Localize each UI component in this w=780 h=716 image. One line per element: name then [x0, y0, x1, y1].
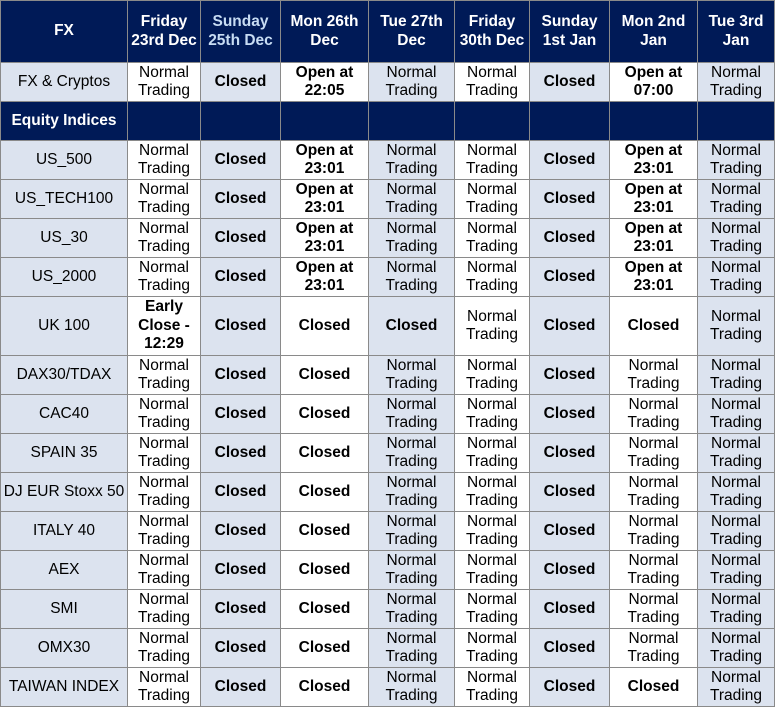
status-cell: Closed — [281, 629, 369, 668]
status-cell: Normal Trading — [128, 395, 201, 434]
status-cell: Normal Trading — [369, 219, 455, 258]
market-name-cell: FX & Cryptos — [1, 63, 128, 102]
section-cell — [698, 102, 775, 141]
status-cell: Normal Trading — [455, 590, 530, 629]
status-cell: Open at 23:01 — [281, 180, 369, 219]
status-cell: Closed — [201, 590, 281, 629]
status-cell: Normal Trading — [128, 258, 201, 297]
section-cell — [530, 102, 610, 141]
status-cell: Closed — [530, 629, 610, 668]
status-cell: Closed — [201, 219, 281, 258]
status-cell: Normal Trading — [128, 590, 201, 629]
status-cell: Closed — [201, 258, 281, 297]
column-header-date: Friday 30th Dec — [455, 1, 530, 63]
table-row — [1, 63, 775, 102]
status-cell: Normal Trading — [698, 590, 775, 629]
status-cell: Closed — [610, 297, 698, 356]
market-name-cell: US_2000 — [1, 258, 128, 297]
status-cell: Normal Trading — [455, 668, 530, 707]
status-cell: Normal Trading — [128, 356, 201, 395]
status-cell: Open at 07:00 — [610, 63, 698, 102]
status-cell: Closed — [530, 63, 610, 102]
status-cell: Closed — [530, 258, 610, 297]
market-name-cell: CAC40 — [1, 395, 128, 434]
market-name-cell: OMX30 — [1, 629, 128, 668]
status-cell: Closed — [201, 141, 281, 180]
status-cell: Closed — [281, 668, 369, 707]
market-name-cell: ITALY 40 — [1, 512, 128, 551]
status-cell: Closed — [530, 512, 610, 551]
status-cell: Normal Trading — [698, 434, 775, 473]
status-cell: Normal Trading — [698, 219, 775, 258]
status-cell: Normal Trading — [455, 395, 530, 434]
status-cell: Normal Trading — [455, 63, 530, 102]
status-cell: Normal Trading — [455, 180, 530, 219]
status-cell: Normal Trading — [369, 590, 455, 629]
status-cell: Normal Trading — [610, 434, 698, 473]
table-row — [1, 219, 775, 258]
status-cell: Closed — [281, 551, 369, 590]
header-row — [1, 1, 775, 63]
status-cell: Closed — [281, 356, 369, 395]
column-header-date: Mon 2nd Jan — [610, 1, 698, 63]
status-cell: Normal Trading — [128, 63, 201, 102]
market-name-cell: SMI — [1, 590, 128, 629]
status-cell: Normal Trading — [369, 512, 455, 551]
status-cell: Normal Trading — [128, 629, 201, 668]
status-cell: Closed — [530, 551, 610, 590]
status-cell: Closed — [530, 473, 610, 512]
status-cell: Closed — [530, 668, 610, 707]
status-cell: Closed — [530, 434, 610, 473]
status-cell: Closed — [530, 356, 610, 395]
status-cell: Normal Trading — [698, 180, 775, 219]
status-cell: Closed — [281, 395, 369, 434]
status-cell: Normal Trading — [455, 258, 530, 297]
status-cell: Normal Trading — [369, 395, 455, 434]
status-cell: Closed — [530, 180, 610, 219]
market-name-cell: UK 100 — [1, 297, 128, 356]
status-cell: Normal Trading — [698, 356, 775, 395]
section-label: Equity Indices — [1, 102, 128, 141]
status-cell: Closed — [530, 395, 610, 434]
status-cell: Closed — [201, 63, 281, 102]
status-cell: Normal Trading — [369, 180, 455, 219]
column-header-date: Tue 27th Dec — [369, 1, 455, 63]
status-cell: Closed — [281, 434, 369, 473]
section-cell — [201, 102, 281, 141]
status-cell: Closed — [201, 434, 281, 473]
status-cell: Normal Trading — [698, 668, 775, 707]
market-name-cell: DJ EUR Stoxx 50 — [1, 473, 128, 512]
status-cell: Closed — [201, 395, 281, 434]
status-cell: Normal Trading — [128, 219, 201, 258]
status-cell: Closed — [201, 629, 281, 668]
status-cell: Normal Trading — [455, 512, 530, 551]
status-cell: Normal Trading — [698, 395, 775, 434]
status-cell: Normal Trading — [128, 141, 201, 180]
status-cell: Normal Trading — [369, 551, 455, 590]
status-cell: Normal Trading — [698, 551, 775, 590]
table-row — [1, 180, 775, 219]
status-cell: Normal Trading — [455, 356, 530, 395]
market-name-cell: TAIWAN INDEX — [1, 668, 128, 707]
status-cell: Normal Trading — [455, 473, 530, 512]
table-body — [1, 63, 775, 707]
section-cell — [369, 102, 455, 141]
status-cell: Open at 23:01 — [281, 141, 369, 180]
status-cell: Normal Trading — [610, 395, 698, 434]
status-cell: Normal Trading — [369, 356, 455, 395]
status-cell: Closed — [201, 297, 281, 356]
table-row — [1, 258, 775, 297]
status-cell: Closed — [201, 668, 281, 707]
table-row — [1, 590, 775, 629]
status-cell: Normal Trading — [698, 141, 775, 180]
status-cell: Open at 23:01 — [281, 219, 369, 258]
market-name-cell: US_500 — [1, 141, 128, 180]
section-cell — [281, 102, 369, 141]
table-row — [1, 473, 775, 512]
status-cell: Normal Trading — [369, 473, 455, 512]
column-header-date: Mon 26th Dec — [281, 1, 369, 63]
status-cell: Normal Trading — [610, 473, 698, 512]
table-row — [1, 434, 775, 473]
status-cell: Normal Trading — [369, 258, 455, 297]
table-row — [1, 395, 775, 434]
status-cell: Normal Trading — [698, 258, 775, 297]
status-cell: Normal Trading — [610, 551, 698, 590]
section-cell — [455, 102, 530, 141]
table-row — [1, 297, 775, 356]
status-cell: Closed — [201, 356, 281, 395]
status-cell: Normal Trading — [610, 356, 698, 395]
status-cell: Closed — [281, 512, 369, 551]
status-cell: Normal Trading — [610, 512, 698, 551]
market-name-cell: AEX — [1, 551, 128, 590]
status-cell: Normal Trading — [128, 473, 201, 512]
status-cell: Normal Trading — [455, 219, 530, 258]
status-cell: Closed — [201, 180, 281, 219]
status-cell: Open at 23:01 — [610, 258, 698, 297]
status-cell: Normal Trading — [128, 512, 201, 551]
status-cell: Normal Trading — [369, 434, 455, 473]
market-name-cell: DAX30/TDAX — [1, 356, 128, 395]
status-cell: Normal Trading — [455, 551, 530, 590]
status-cell: Normal Trading — [369, 668, 455, 707]
status-cell: Closed — [530, 590, 610, 629]
table-row — [1, 551, 775, 590]
status-cell: Early Close - 12:29 — [128, 297, 201, 356]
table-row — [1, 629, 775, 668]
status-cell: Open at 23:01 — [610, 180, 698, 219]
table-row — [1, 512, 775, 551]
table-header — [1, 1, 775, 63]
section-row — [1, 102, 775, 141]
status-cell: Closed — [610, 668, 698, 707]
column-header-date: Sunday 25th Dec — [201, 1, 281, 63]
table-row — [1, 356, 775, 395]
status-cell: Closed — [281, 473, 369, 512]
status-cell: Normal Trading — [610, 590, 698, 629]
market-name-cell: US_TECH100 — [1, 180, 128, 219]
status-cell: Closed — [530, 141, 610, 180]
status-cell: Normal Trading — [455, 297, 530, 356]
status-cell: Closed — [201, 473, 281, 512]
status-cell: Normal Trading — [369, 629, 455, 668]
status-cell: Closed — [201, 551, 281, 590]
table-row — [1, 141, 775, 180]
column-header-date: Sunday 1st Jan — [530, 1, 610, 63]
status-cell: Normal Trading — [455, 434, 530, 473]
status-cell: Closed — [281, 297, 369, 356]
status-cell: Normal Trading — [698, 512, 775, 551]
column-header-market: FX — [1, 1, 128, 63]
market-name-cell: SPAIN 35 — [1, 434, 128, 473]
status-cell: Normal Trading — [698, 297, 775, 356]
status-cell: Closed — [201, 512, 281, 551]
status-cell: Normal Trading — [698, 629, 775, 668]
status-cell: Open at 23:01 — [610, 141, 698, 180]
status-cell: Closed — [369, 297, 455, 356]
status-cell: Normal Trading — [128, 668, 201, 707]
status-cell: Normal Trading — [698, 473, 775, 512]
status-cell: Normal Trading — [369, 63, 455, 102]
status-cell: Open at 23:01 — [281, 258, 369, 297]
status-cell: Closed — [281, 590, 369, 629]
status-cell: Normal Trading — [610, 629, 698, 668]
status-cell: Closed — [530, 297, 610, 356]
column-header-date: Friday 23rd Dec — [128, 1, 201, 63]
status-cell: Normal Trading — [128, 180, 201, 219]
column-header-date: Tue 3rd Jan — [698, 1, 775, 63]
status-cell: Normal Trading — [128, 434, 201, 473]
section-cell — [128, 102, 201, 141]
status-cell: Normal Trading — [455, 141, 530, 180]
status-cell: Normal Trading — [455, 629, 530, 668]
status-cell: Normal Trading — [128, 551, 201, 590]
status-cell: Open at 23:01 — [610, 219, 698, 258]
market-name-cell: US_30 — [1, 219, 128, 258]
status-cell: Open at 22:05 — [281, 63, 369, 102]
table-row — [1, 668, 775, 707]
status-cell: Closed — [530, 219, 610, 258]
status-cell: Normal Trading — [369, 141, 455, 180]
section-cell — [610, 102, 698, 141]
status-cell: Normal Trading — [698, 63, 775, 102]
